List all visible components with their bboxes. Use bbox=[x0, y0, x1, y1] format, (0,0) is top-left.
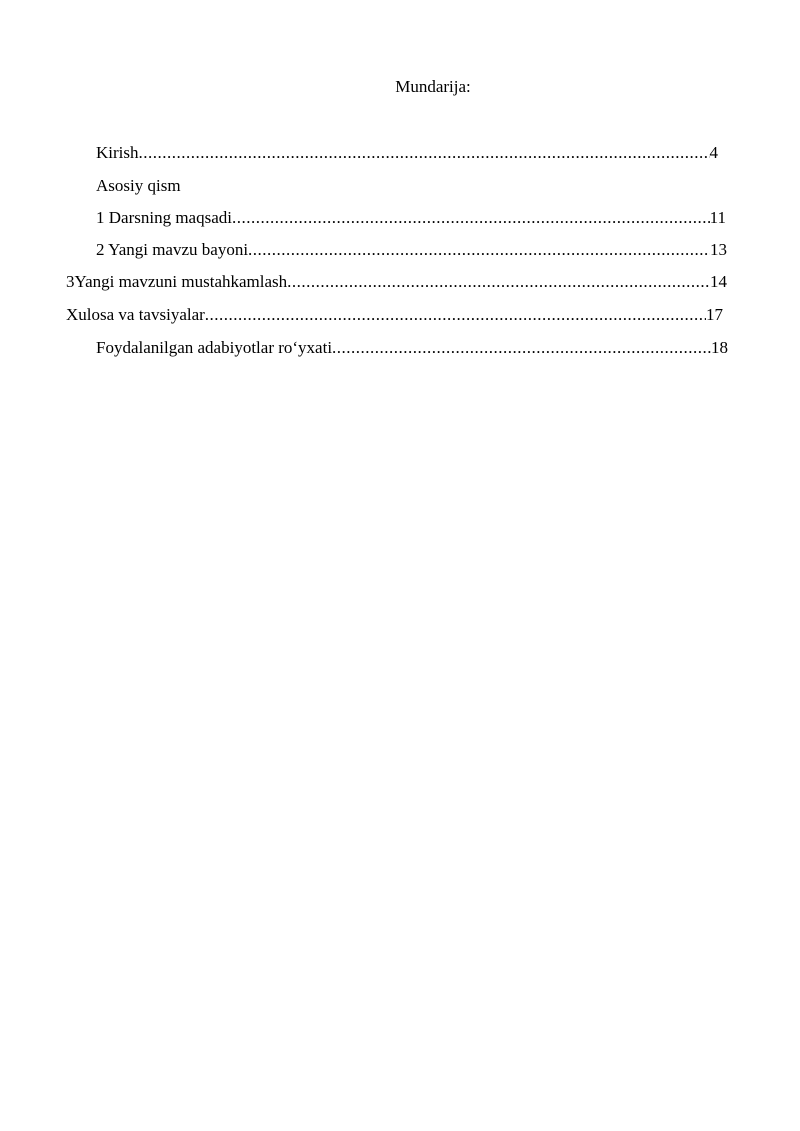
toc-dot-leader bbox=[139, 142, 710, 164]
toc-entry-page: 11 bbox=[709, 208, 726, 227]
toc-dot-leader bbox=[332, 337, 711, 359]
toc-entry-label: Foydalanilgan adabiyotlar ro‘yxati bbox=[96, 338, 333, 357]
toc-entry-foydalanilgan bbox=[96, 337, 728, 359]
toc-dot-leader bbox=[287, 271, 710, 293]
toc-entry-mustahkamlash bbox=[66, 271, 727, 293]
toc-entry-kirish bbox=[96, 142, 718, 164]
toc-entry-label: 1 Darsning maqsadi bbox=[96, 208, 232, 227]
toc-entry-label: Asosiy qism bbox=[96, 176, 181, 195]
toc-title: Mundarija: bbox=[395, 77, 471, 96]
toc-entry-asosiy bbox=[96, 175, 181, 197]
toc-dot-leader bbox=[232, 207, 710, 229]
toc-entry-darsning bbox=[96, 207, 726, 229]
toc-entry-page: 13 bbox=[710, 240, 727, 259]
toc-entry-label: Kirish bbox=[96, 143, 139, 162]
toc-entry-page: 17 bbox=[706, 305, 723, 324]
toc-entry-page: 18 bbox=[711, 338, 728, 357]
toc-entry-page: 4 bbox=[709, 143, 718, 162]
toc-entry-xulosa bbox=[66, 304, 723, 326]
toc-entry-yangi-mavzu bbox=[96, 239, 727, 261]
toc-dot-leader bbox=[248, 239, 710, 261]
toc-entry-label: 3Yangi mavzuni mustahkamlash bbox=[66, 272, 288, 291]
toc-dot-leader bbox=[205, 304, 706, 326]
toc-entry-page: 14 bbox=[710, 272, 727, 291]
toc-entry-label: 2 Yangi mavzu bayoni bbox=[96, 240, 249, 259]
toc-entry-label: Xulosa va tavsiyalar bbox=[66, 305, 205, 324]
